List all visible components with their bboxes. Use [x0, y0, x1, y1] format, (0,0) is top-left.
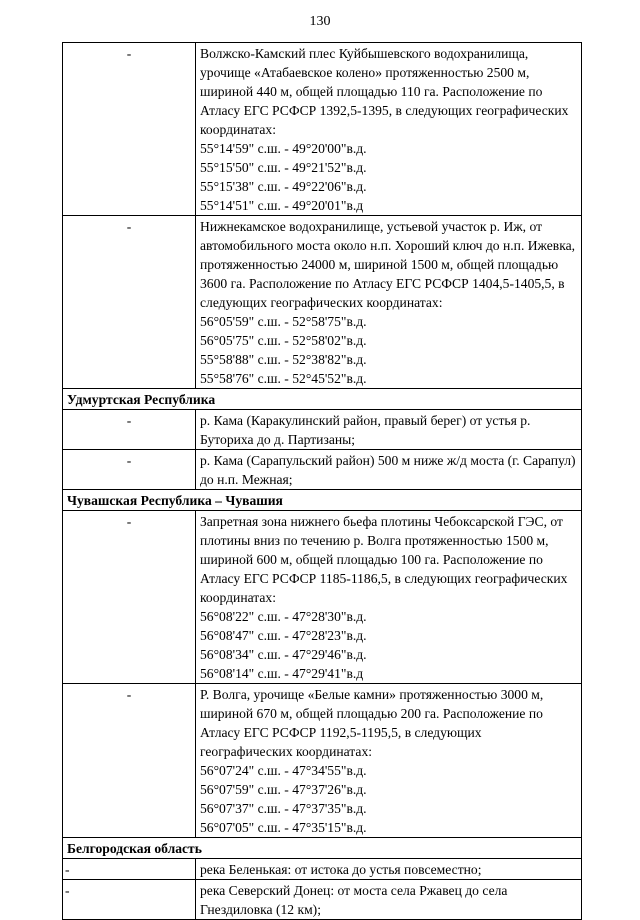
row-description-cell	[196, 880, 582, 920]
row-description: р. Кама (Сарапульский район) 500 м ниже ж/д моста (г. Сарапул) до н.п. Межная;	[200, 453, 576, 487]
table-row	[63, 43, 582, 216]
row-description: река Беленькая: от истока до устья повсеместно;	[200, 862, 482, 877]
coordinate-line: 55°15'50" с.ш. - 49°21'52"в.д.	[200, 160, 367, 175]
row-marker: -	[63, 684, 196, 838]
coordinate-line: 55°58'88" с.ш. - 52°38'82"в.д.	[200, 352, 367, 367]
coordinate-line: 56°07'37" с.ш. - 47°37'35"в.д.	[200, 801, 367, 816]
row-marker: -	[63, 43, 196, 216]
coordinate-line: 56°08'22" с.ш. - 47°28'30"в.д.	[200, 609, 367, 624]
table-row	[63, 684, 582, 838]
region-heading: Чувашская Республика – Чувашия	[63, 490, 582, 511]
row-description-cell	[196, 684, 582, 838]
row-description: Волжско-Камский плес Куйбышевского водохранилища, урочище «Атабаевское колено» протяженностью 2500 м, шириной 440 м, общей площадью 110 га. Расположение по Атласу ЕГС РСФСР 1392,5-1395, в следующих географических координатах:	[200, 46, 569, 137]
row-marker: -	[63, 859, 196, 880]
table-row	[63, 450, 582, 490]
page-number: 130	[309, 14, 331, 29]
row-description: р. Кама (Каракулинский район, правый берег) от устья р. Буториха до д. Партизаны;	[200, 413, 531, 447]
row-description: Нижнекамское водохранилище, устьевой участок р. Иж, от автомобильного моста около н.п. Хороший ключ до н.п. Ижевка, протяженностью 24000 м, шириной 1500 м, общей площадью 3600 га. Расположение по Атласу ЕГС РСФСР 1404,5-1405,5, в следующих географических координатах:	[200, 219, 576, 310]
fishing-areas-table	[62, 42, 582, 920]
row-marker: -	[63, 511, 196, 684]
row-description: Р. Волга, урочище «Белые камни» протяженностью 3000 м, шириной 670 м, общей площадью 200 га. Расположение по Атласу ЕГС РСФСР 1192,5-1195,5, в следующих географических координатах:	[200, 687, 544, 759]
region-header-row	[63, 838, 582, 859]
row-description-cell	[196, 511, 582, 684]
coordinate-line: 55°14'51" с.ш. - 49°20'01"в.д	[200, 198, 364, 213]
coordinate-line: 56°08'47" с.ш. - 47°28'23"в.д.	[200, 628, 367, 643]
coordinate-line: 56°07'59" с.ш. - 47°37'26"в.д.	[200, 782, 367, 797]
coordinate-line: 56°05'59" с.ш. - 52°58'75"в.д.	[200, 314, 367, 329]
table-body	[63, 43, 582, 920]
row-description-cell	[196, 450, 582, 490]
coordinate-line: 55°58'76" с.ш. - 52°45'52"в.д.	[200, 371, 367, 386]
row-marker: -	[63, 216, 196, 389]
coordinate-line: 56°07'24" с.ш. - 47°34'55"в.д.	[200, 763, 367, 778]
table-row	[63, 880, 582, 920]
table-row	[63, 410, 582, 450]
region-heading: Удмуртская Республика	[63, 389, 582, 410]
row-description-cell	[196, 410, 582, 450]
region-heading: Белгородская область	[63, 838, 582, 859]
coordinate-line: 56°05'75" с.ш. - 52°58'02"в.д.	[200, 333, 367, 348]
row-marker: -	[63, 880, 196, 920]
coordinate-line: 56°08'14" с.ш. - 47°29'41"в.д	[200, 666, 364, 681]
coordinate-line: 55°14'59" с.ш. - 49°20'00"в.д.	[200, 141, 367, 156]
table-row	[63, 216, 582, 389]
table-row	[63, 859, 582, 880]
row-description: река Северский Донец: от моста села Ржавец до села Гнездиловка (12 км);	[200, 883, 508, 917]
table-row	[63, 511, 582, 684]
row-description-cell	[196, 43, 582, 216]
row-description: Запретная зона нижнего бьефа плотины Чебоксарской ГЭС, от плотины вниз по течению р. Волга протяженностью 1500 м, шириной 600 м, общей площадью 100 га. Расположение по Атласу ЕГС РСФСР 1185-1186,5, в следующих географических координатах:	[200, 514, 568, 605]
row-description-cell	[196, 216, 582, 389]
row-marker: -	[63, 410, 196, 450]
region-header-row	[63, 389, 582, 410]
coordinate-line: 56°07'05" с.ш. - 47°35'15"в.д.	[200, 820, 367, 835]
region-header-row	[63, 490, 582, 511]
coordinate-line: 55°15'38" с.ш. - 49°22'06"в.д.	[200, 179, 367, 194]
row-marker: -	[63, 450, 196, 490]
row-description-cell	[196, 859, 582, 880]
coordinate-line: 56°08'34" с.ш. - 47°29'46"в.д.	[200, 647, 367, 662]
